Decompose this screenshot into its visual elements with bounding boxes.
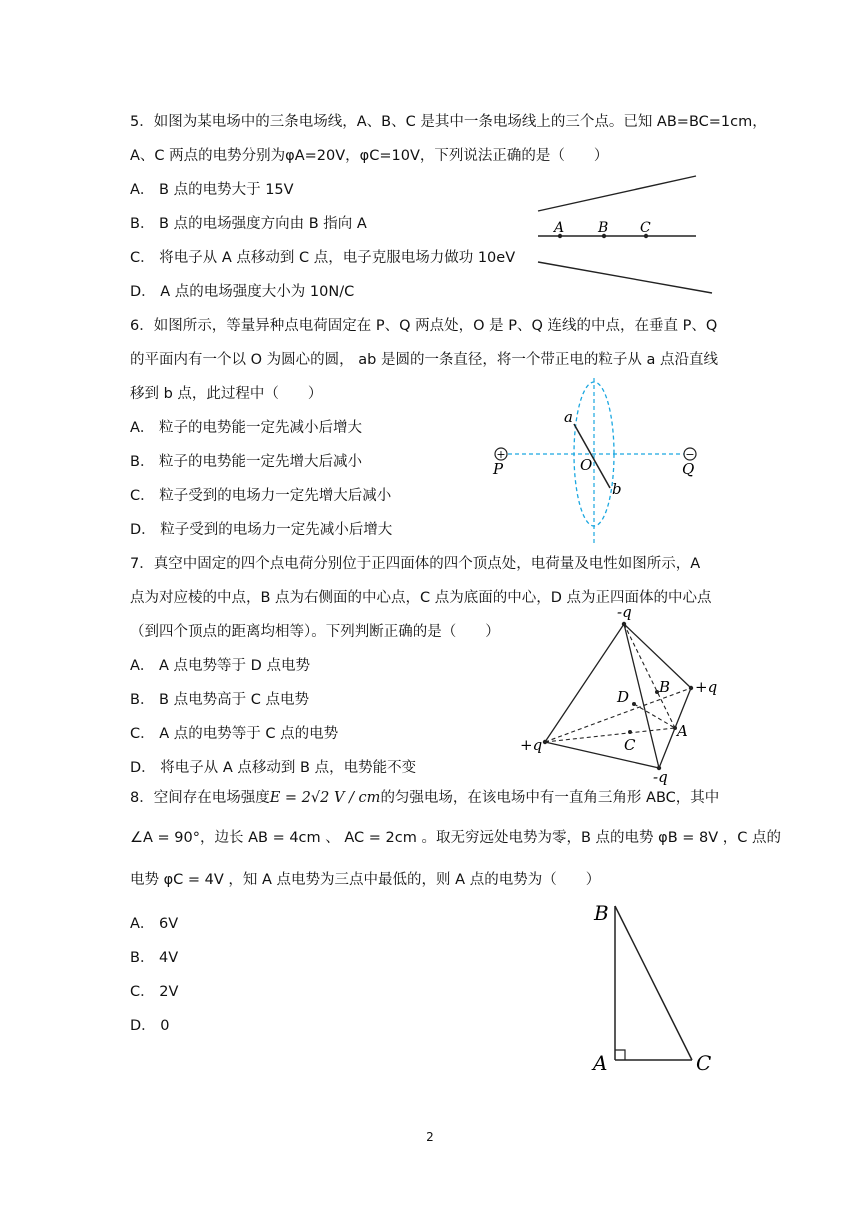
- q8-stem-line-3: 电势 φC = 4V ，知 A 点电势为三点中最低的，则 A 点的电势为（ ）: [130, 872, 601, 888]
- right-angle-mark: [615, 1050, 625, 1060]
- q8-stem-line-2: ∠A = 90°，边长 AB = 4cm 、 AC = 2cm 。取无穷远处电势为零，B 点的电势 φB = 8V ，C 点的: [130, 830, 781, 846]
- q8-option-c: C． 2V: [130, 984, 179, 1000]
- q7-label-bottom-charge: -q: [653, 768, 668, 786]
- q7-label-c: C: [624, 736, 636, 754]
- q7-label-a: A: [677, 722, 688, 740]
- q7-label-top-charge: -q: [617, 603, 632, 621]
- field-line-upper: [538, 176, 696, 211]
- q5-stem-line-1: 5．如图为某电场中的三条电场线，A、B、C 是其中一条电场线上的三个点。已知 AB=BC=1cm，: [130, 114, 767, 130]
- q8-option-b: B． 4V: [130, 950, 179, 966]
- q7-option-d: D． 将电子从 A 点移动到 B 点，电势能不变: [130, 760, 417, 776]
- q8-field-formula: E = 2√2 V / cm: [269, 790, 381, 806]
- q5-label-a: A: [554, 220, 565, 236]
- q6-label-b: b: [612, 480, 622, 498]
- q5-stem-line-2: A、C 两点的电势分别为φA=20V，φC=10V，下列说法正确的是（ ）: [130, 148, 609, 164]
- q6-charges-figure: [488, 378, 703, 543]
- q7-tetrahedron-figure: [515, 604, 725, 786]
- q7-option-b: B． B 点电势高于 C 点电势: [130, 692, 309, 708]
- q5-option-b: B． B 点的电场强度方向由 B 指向 A: [130, 216, 367, 232]
- q6-label-p: P: [493, 460, 504, 478]
- page-number: 2: [426, 1130, 434, 1144]
- q7-option-c: C． A 点的电势等于 C 点的电势: [130, 726, 339, 742]
- q6-stem-line-3: 移到 b 点，此过程中（ ）: [130, 386, 323, 402]
- q8-label-c: C: [696, 1051, 712, 1075]
- q8-right-triangle-figure: [585, 898, 720, 1078]
- q6-label-a: a: [564, 408, 573, 426]
- q8-label-b: B: [594, 901, 609, 925]
- svg-text:−: −: [685, 448, 695, 461]
- q7-label-left-charge: +q: [520, 736, 543, 754]
- q7-label-b: B: [659, 678, 671, 696]
- svg-text:+: +: [496, 448, 506, 461]
- q7-option-a: A． A 点电势等于 D 点电势: [130, 658, 310, 674]
- q7-label-right-charge: +q: [695, 678, 718, 696]
- q5-option-c: C． 将电子从 A 点移动到 C 点，电子克服电场力做功 10eV: [130, 250, 516, 266]
- q8-option-d: D． 0: [130, 1018, 170, 1034]
- q5-field-lines-figure: [530, 170, 720, 300]
- q5-label-c: C: [640, 220, 651, 236]
- q6-option-c: C． 粒子受到的电场力一定先增大后减小: [130, 488, 392, 504]
- q5-option-d: D． A 点的电场强度大小为 10N/C: [130, 284, 355, 300]
- q6-stem-line-1: 6．如图所示，等量异种点电荷固定在 P、Q 两点处，O 是 P、Q 连线的中点，在垂直 P、Q: [130, 318, 718, 334]
- q8-label-a: A: [593, 1051, 608, 1075]
- q8-stem-line-1: 8．空间存在电场强度E = 2√2 V / cm的匀强电场，在该电场中有一直角三角形 ABC，其中: [130, 790, 720, 806]
- field-line-lower: [538, 262, 712, 293]
- q7-stem-line-3: （到四个顶点的距离均相等）。下列判断正确的是（ ）: [130, 624, 500, 640]
- q5-option-a: A． B 点的电势大于 15V: [130, 182, 294, 198]
- q7-stem-line-1: 7．真空中固定的四个点电荷分别位于正四面体的四个顶点处，电荷量及电性如图所示，A: [130, 556, 701, 572]
- q5-label-b: B: [598, 220, 609, 236]
- q7-stem-line-2: 点为对应棱的中点，B 点为右侧面的中心点，C 点为底面的中心，D 点为正四面体的中心点: [130, 590, 712, 606]
- q7-label-d: D: [617, 688, 630, 706]
- q6-label-q: Q: [682, 460, 695, 478]
- q6-option-d: D． 粒子受到的电场力一定先减小后增大: [130, 522, 393, 538]
- q6-option-a: A． 粒子的电势能一定先减小后增大: [130, 420, 363, 436]
- q6-stem-line-2: 的平面内有一个以 O 为圆心的圆， ab 是圆的一条直径，将一个带正电的粒子从 a 点沿直线: [130, 352, 719, 368]
- q6-label-o: O: [580, 456, 593, 474]
- q6-option-b: B． 粒子的电势能一定先增大后减小: [130, 454, 363, 470]
- q8-option-a: A． 6V: [130, 916, 179, 932]
